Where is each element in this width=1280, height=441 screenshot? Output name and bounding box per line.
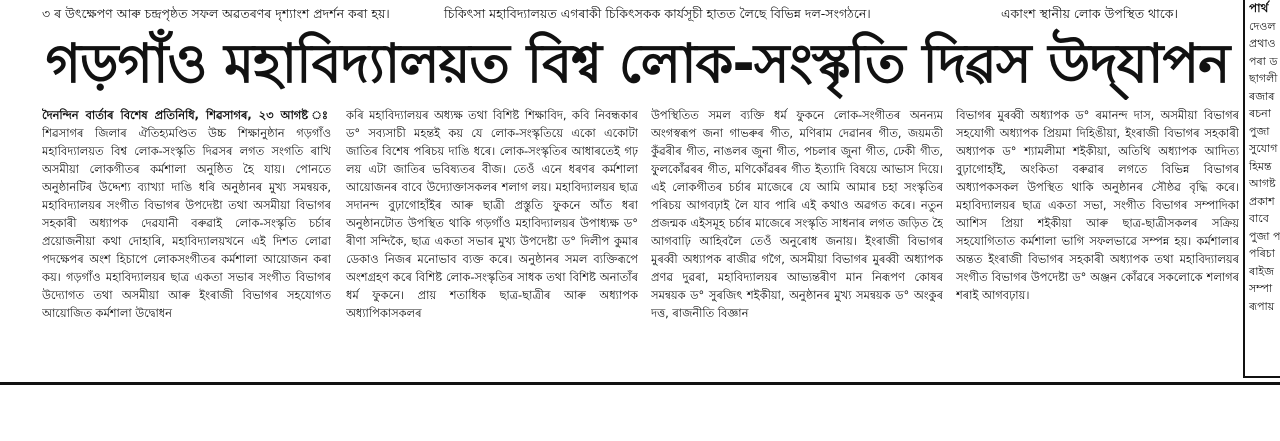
article-column-1-text: শিৱসাগৰ জিলাৰ ঐতিহ্যমণ্ডিত উচ্চ শিক্ষানুষ্ঠান গড়গাঁও মহাবিদ্যালয়ত বিশ্ব লোক-সংস্কৃতি দিৱসৰ লগত সংগতি ৰাখি অসমীয়া লোকগীতৰ কৰ্মশালা অনুষ্ঠিত হৈ যায়। পোনতে অনুষ্ঠানটিৰ উদ্দেশ্য ব্যাখ্যা দাঙি ধৰি অনুষ্ঠানৰ মুখ্য সমন্বয়ক, মহাবিদ্যালয়ৰ সংগীত বিভাগৰ উপদেষ্টা তথা অসমীয়া বিভাগৰ সহকাৰী অধ্যাপক দেৱযানী বৰুৱাই লোক-সংস্কৃতি চৰ্চাৰ প্ৰয়োজনীয়া কথা দোহাৰি, মহাবিদ্যালয়খনে এই দিশত লোৱা পদক্ষেপৰ অংশ হিচাপে লোকসংগীতৰ কৰ্মশালা আয়োজন কৰা কয়। গড়গাঁও মহাবিদ্যালয়ৰ ছাত্ৰ একতা সভাৰ সংগীত বিভাগৰ উদ্যোগত তথা অসমীয়া আৰু ইংৰাজী বিভাগৰ সহযোগত আয়োজিত কৰ্মশালা উদ্বোধন (42, 126, 331, 320)
sidebar-line: পৰিচা (1249, 247, 1275, 260)
sidebar-line: হিমন্ত (1249, 159, 1272, 173)
article-headline: গড়গাঁও মহাবিদ্যালয়ত বিশ্ব লোক-সংস্কৃতি দিৱস উদ্‌যাপন (45, 32, 1230, 95)
article-column-4: বিভাগৰ মুৰব্বী অধ্যাপক ড° ৰমানন্দ দাস, অসমীয়া বিভাগৰ সহযোগী অধ্যাপক প্ৰিয়মা দিহিঙীয়া, ইংৰাজী বিভাগৰ সহকাৰী অধ্যাপক ড° শ্যামলীমা শইকীয়া, অতিথি অধ্যাপক আদিত্য বুঢ়াগোহাঁই, অংকিতা বৰুৱাৰ লগতে বিভিন্ন বিভাগৰ অধ্যাপকসকল উপস্থিত থাকি অনুষ্ঠানৰ সৌষ্ঠৱ বৃদ্ধি কৰে। মহাবিদ্যালয়ৰ ছাত্ৰ একতা সভা, সংগীত বিভাগৰ সম্পাদিকা আশিস প্ৰিয়া শইকীয়া আৰু ছাত্ৰ-ছাত্ৰীসকলৰ সক্ৰিয় সহযোগিতাত কৰ্মশালা ভাগি সফলভাৱে সম্পন্ন হয়। কৰ্মশালাৰ অন্তত ইংৰাজী বিভাগৰ সহকাৰী অধ্যাপক তথা মহাবিদ্যালয়ৰ সংগীত বিভাগৰ উপদেষ্টা ড° অঞ্জন কোঁৱৰে সকলোকে শলাগৰ শৰাই আগবঢ়ায়। (956, 108, 1239, 302)
section-divider (0, 382, 1280, 385)
top-strip-left-text: ৩ ৰ উৎক্ষেপণ আৰু চন্দ্ৰপৃষ্ঠত সফল অৱতৰণৰ দৃশ্যাংশ প্ৰদৰ্শন কৰা হয়। (42, 6, 390, 21)
sidebar-line: পুজা প (1249, 229, 1280, 243)
sidebar-line: পাৰ্থ (1249, 1, 1269, 15)
sidebar-line: ৰজাৰ (1249, 89, 1275, 103)
sidebar-line: পৰা ড (1249, 54, 1278, 68)
article-column-2: কৰি মহাবিদ্যালয়ৰ অধ্যক্ষ তথা বিশিষ্ট শিক্ষাবিদ, কবি নিবন্ধকাৰ ড° সব্যসাচী মহন্তই কয় যে লোক-সংস্কৃতিয়ে একো একোটা জাতিৰ বিশেষ পৰিচয় দাঙি ধৰে। লোক-সংস্কৃতিৰ আধাৰতেই গঢ় লয় এটা জাতিৰ ভবিষ্যতৰ বীজ। তেওঁ এনে ধৰণৰ কৰ্মশালা আয়োজনৰ বাবে উদ্যোক্তাসকলৰ শলাগ লয়। মহাবিদ্যালয়ৰ ছাত্ৰ সদানন্দ বুঢ়াগোহাঁইৰ আৰু ছাত্ৰী প্ৰস্তুতি ফুকনে আঁত ধৰা অনুষ্ঠানটোত উপস্থিত থাকি গড়গাঁও মহাবিদ্যালয়ৰ উপাধ্যক্ষ ড° ৰীণা সন্দিকৈ, ছাত্ৰ একতা সভাৰ মুখ্য উপদেষ্টা ড° দিলীপ কুমাৰ ডেকাও নিজৰ মনোভাব ব্যক্ত কৰে। অনুষ্ঠানৰ সমল ব্যক্তিৰূপে অংশগ্ৰহণ কৰে বিশিষ্ট লোক-সংস্কৃতিৰ সাধক তথা বিশিষ্ট অনাতাঁৰ ধৰ্ম ফুকনে। প্ৰায় শতাধিক ছাত্ৰ-ছাত্ৰীৰ আৰু অধ্যাপক অধ্যাপিকাসকলৰ (346, 108, 638, 320)
sidebar-line: ৰচনা (1249, 107, 1271, 120)
sidebar-line: ৰূপায় (1249, 299, 1275, 313)
sidebar-line: প্ৰকাশ (1249, 194, 1275, 208)
sidebar-line: পুজা (1249, 124, 1270, 138)
article-byline: দৈনন্দিন বাৰ্তাৰ বিশেষ প্ৰতিনিধি, শিৱসাগৰ, ২৩ আগষ্ট ঃ (42, 108, 331, 122)
article-column-3: উপস্থিতিত সমল ব্যক্তি ধৰ্ম ফুকনে লোক-সংগীতৰ অনন্যম অংগস্বৰূপ জনা গাভৰুৰ গীত, মণিৰাম দেৱানৰ গীত, জয়মতী কুঁৱৰীৰ গীত, নাঙলৰ জুনা গীত, পচলাৰ জুনা গীত, ঢেকী গীত, ফুলকোঁৱৰৰ গীত, মণিকোঁৱৰৰ গীত ইত্যাদি বিষয়ে আভাস দিয়ে। এই লোকগীতৰ চৰ্চাৰ মাজেৰে যে আমি আমাৰ চহা সংস্কৃতিৰ পৰিচয় আগবঢ়াই লৈ যাব পাৰি এই কথাও অৱগত কৰে। নতুন প্ৰজন্মক এইসমূহ চৰ্চাৰ মাজেৰে সংস্কৃতি সাধনাৰ লগত জড়িত হৈ আগবাঢ়ি আহিবলৈ তেওঁ অনুৰোধ জনায়। ইংৰাজী বিভাগৰ মুৰব্বী অধ্যাপক ৰাজীৱ গগৈ, অসমীয়া বিভাগৰ মুৰব্বী অধ্যাপক প্ৰণৱ দুৱৰা, মহাবিদ্যালয়ৰ আভ্যন্তৰীণ মান নিৰূপণ কোষৰ সমন্বয়ক ড° সুৰজিৎ শইকীয়া, অনুষ্ঠানৰ মুখ্য সমন্বয়ক ড° অংকুৰ দত্ত, ৰাজনীতি বিজ্ঞান (651, 108, 943, 320)
top-strip-right-text: একাংশ স্থানীয় লোক উপস্থিত থাকে। (1001, 6, 1179, 21)
article-body (42, 106, 1237, 351)
sidebar-line: সম্পা (1249, 282, 1273, 295)
article-column-1 (42, 106, 331, 351)
top-strip-middle-text: চিকিৎসা মহাবিদ্যালয়ত এগৰাকী চিকিৎসকক কাৰ্যসূচী হাতত লৈছে বিভিন্ন দল-সংগঠনে। (444, 6, 871, 21)
sidebar-line: সুযোগ (1249, 142, 1278, 155)
sidebar-line: আগষ্ট (1249, 177, 1276, 190)
sidebar-line: দেওল (1249, 19, 1276, 33)
sidebar-line: ৰাইজ (1249, 264, 1274, 278)
sidebar-line: প্ৰথাও (1249, 37, 1276, 50)
previous-article-tail-strip (0, 0, 1236, 28)
sidebar-line: বাবে (1249, 212, 1269, 225)
adjacent-article-sidebar (1243, 0, 1280, 378)
sidebar-line: ছাগলী (1249, 72, 1278, 85)
